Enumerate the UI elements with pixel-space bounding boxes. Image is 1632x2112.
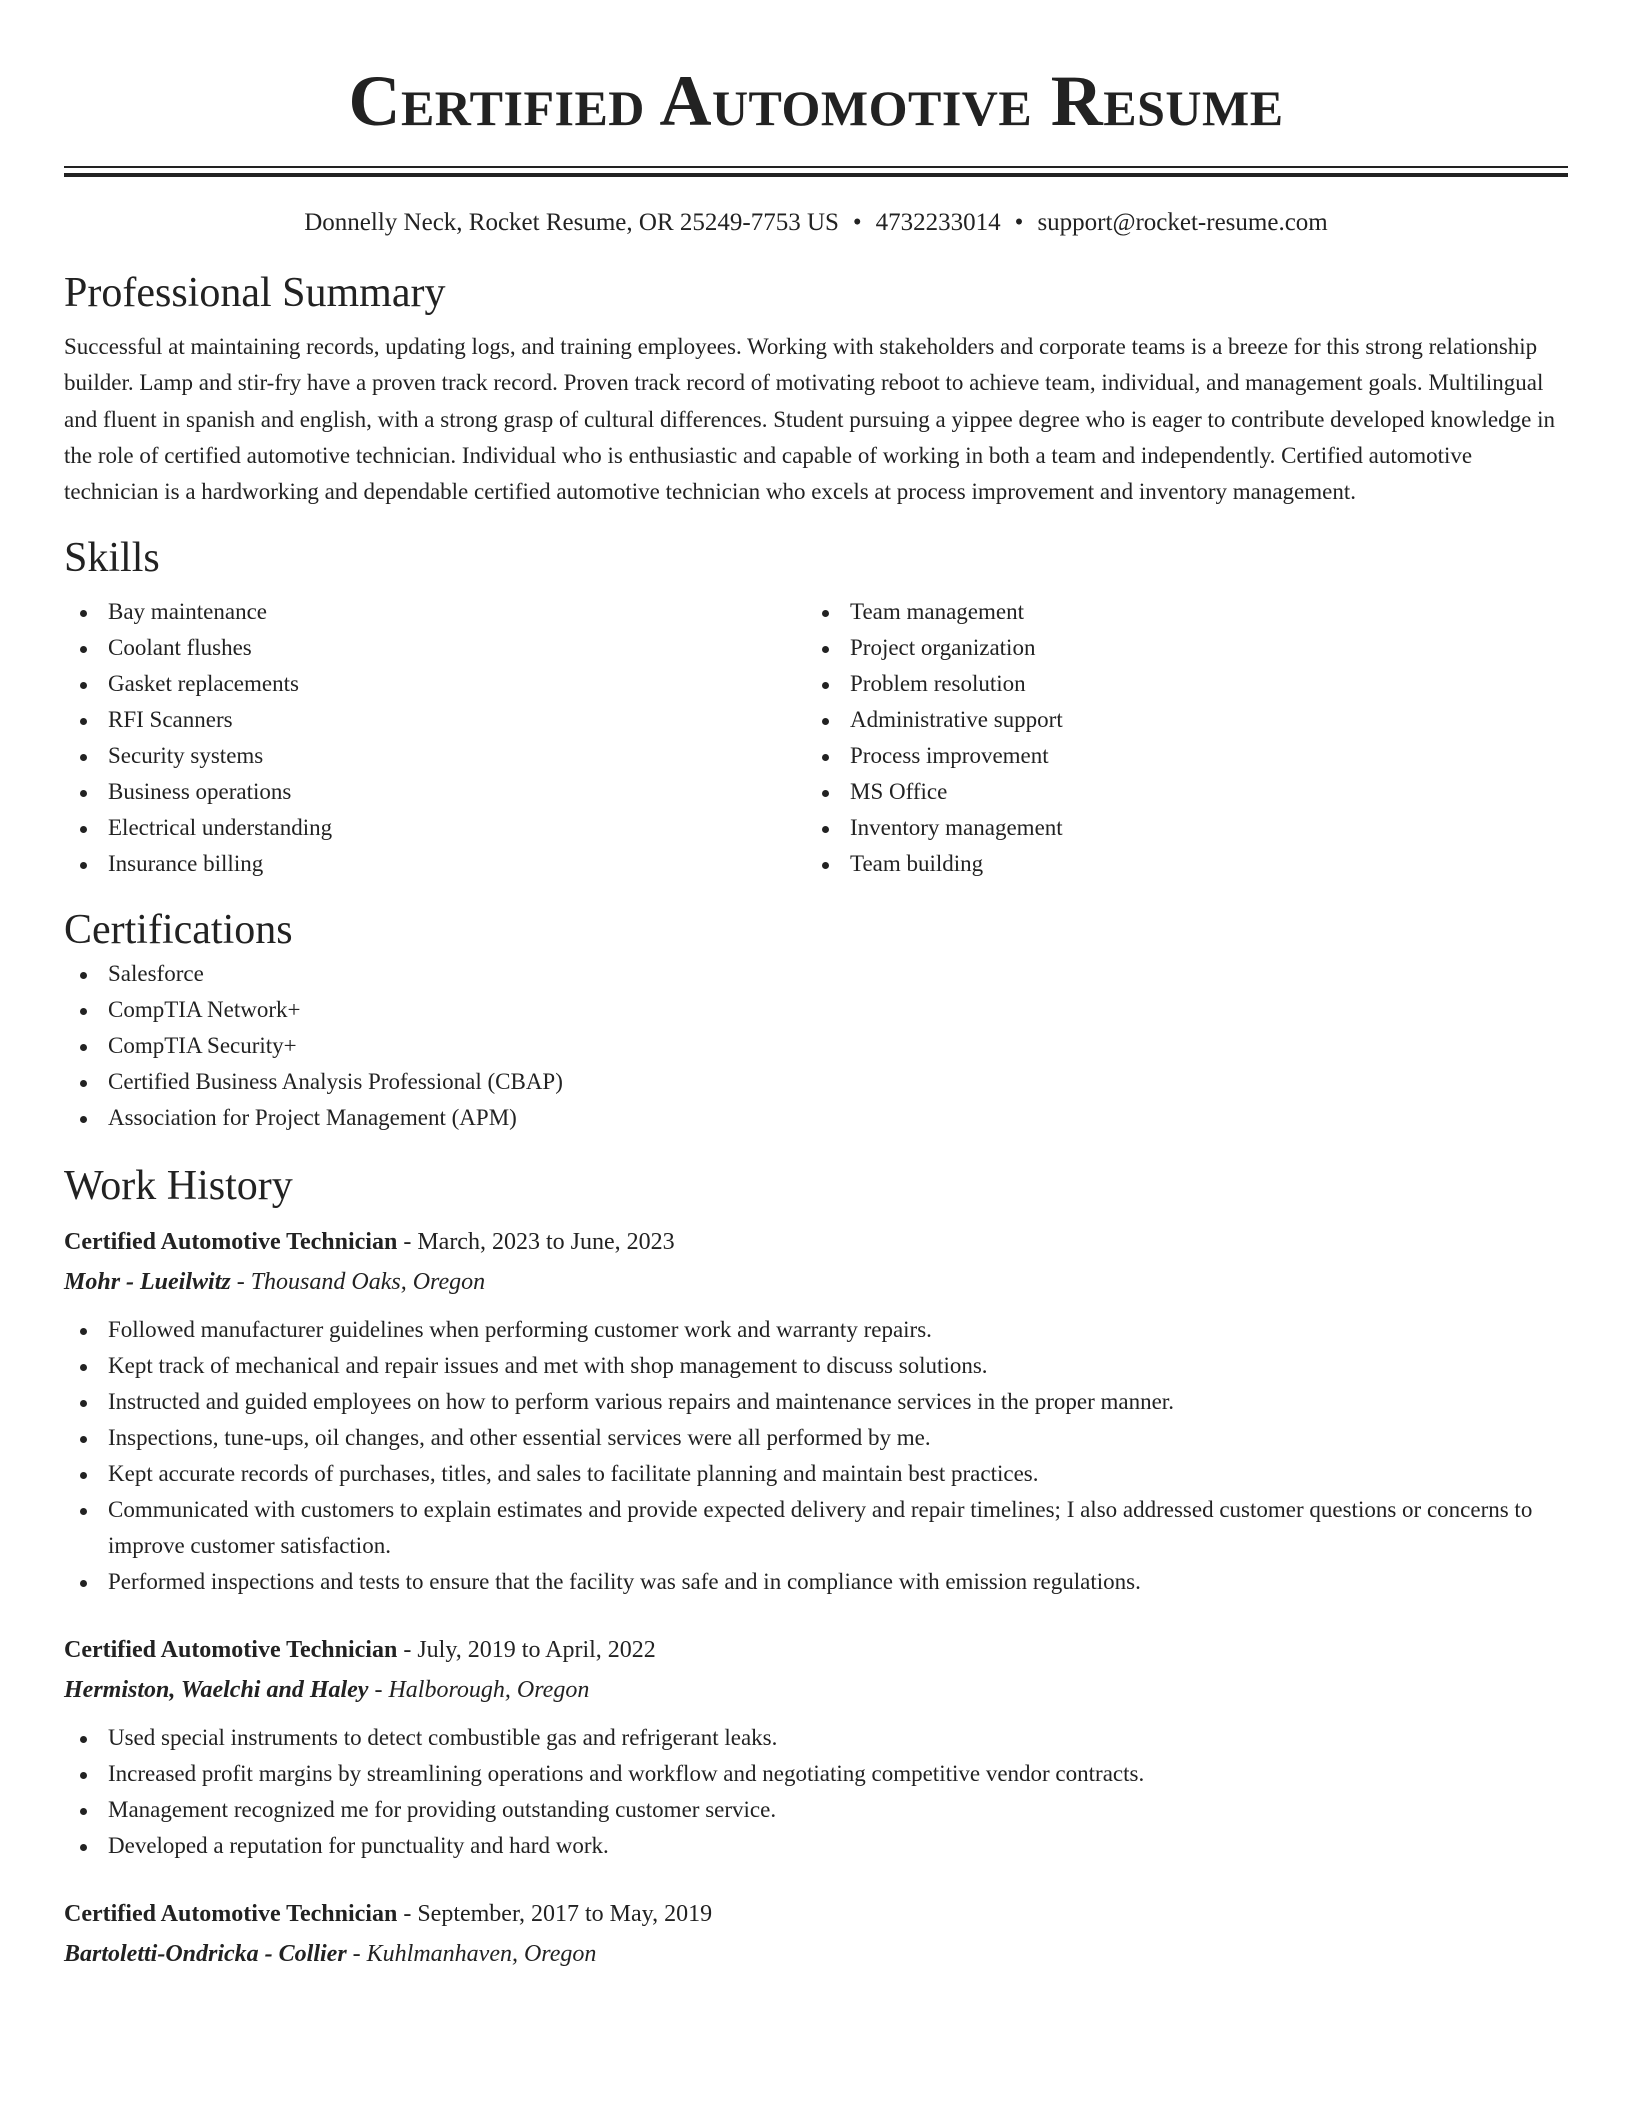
job-dates: - March, 2023 to June, 2023 [397, 1229, 675, 1256]
job-duty-item: Inspections, tune-ups, oil changes, and other essential services were all performed by me. [64, 1420, 1568, 1456]
job-employer-line [64, 1262, 1568, 1302]
skills-column-left [64, 594, 806, 882]
skill-item: MS Office [806, 774, 1548, 810]
skill-item: Security systems [64, 738, 806, 774]
job-title: Certified Automotive Technician [64, 1901, 398, 1928]
job-duty-item: Followed manufacturer guidelines when performing customer work and warranty repairs. [64, 1312, 1568, 1348]
summary-heading: Professional Summary [64, 270, 446, 316]
job-company: Mohr - Lueilwitz [64, 1269, 231, 1296]
certifications-heading: Certifications [64, 907, 293, 954]
job-dates: - September, 2017 to May, 2019 [397, 1901, 713, 1928]
skills-grid [64, 594, 1568, 882]
certification-item: Association for Project Management (APM) [64, 1100, 1568, 1136]
contact-email: support@rocket-resume.com [1037, 209, 1328, 236]
skills-list-right [806, 594, 1548, 882]
job-title: Certified Automotive Technician [64, 1229, 398, 1256]
skill-item: RFI Scanners [64, 702, 806, 738]
job-location: - Thousand Oaks, Oregon [230, 1269, 486, 1296]
contact-line [64, 207, 1568, 239]
skill-item: Team building [806, 846, 1548, 882]
skill-item: Administrative support [806, 702, 1548, 738]
job-dates: - July, 2019 to April, 2022 [397, 1637, 656, 1664]
skills-heading: Skills [64, 535, 160, 582]
contact-address: Donnelly Neck, Rocket Resume, OR 25249-7753 US [304, 209, 839, 236]
job-company: Hermiston, Waelchi and Haley [64, 1677, 369, 1704]
job-location: - Kuhlmanhaven, Oregon [346, 1941, 597, 1968]
job-duty-item: Kept track of mechanical and repair issues and met with shop management to discuss solutions. [64, 1348, 1568, 1384]
contact-phone: 4732233014 [875, 209, 1001, 236]
job-title-line [64, 1630, 1568, 1670]
skill-item: Team management [806, 594, 1548, 630]
job-duty-item: Communicated with customers to explain estimates and provide expected delivery and repair timelines; I also addressed customer questions or concerns to improve customer satisfaction. [64, 1492, 1568, 1564]
job-entry [64, 1222, 1568, 1600]
job-duty-item: Developed a reputation for punctuality and hard work. [64, 1828, 1568, 1864]
job-entry [64, 1894, 1568, 1974]
job-duties-list [64, 1312, 1568, 1600]
skill-item: Inventory management [806, 810, 1548, 846]
skill-item: Problem resolution [806, 666, 1548, 702]
skill-item: Insurance billing [64, 846, 806, 882]
skills-list-left [64, 594, 806, 882]
job-duty-item: Used special instruments to detect combustible gas and refrigerant leaks. [64, 1720, 1568, 1756]
job-duty-item: Increased profit margins by streamlining operations and workflow and negotiating competitive vendor contracts. [64, 1756, 1568, 1792]
contact-separator: • [1014, 209, 1024, 236]
job-title: Certified Automotive Technician [64, 1637, 398, 1664]
skill-item: Process improvement [806, 738, 1548, 774]
job-duty-item: Performed inspections and tests to ensure that the facility was safe and in compliance with emission regulations. [64, 1564, 1568, 1600]
job-title-line [64, 1222, 1568, 1262]
certification-item: Certified Business Analysis Professional (CBAP) [64, 1064, 1568, 1100]
skill-item: Electrical understanding [64, 810, 806, 846]
resume-title: Certified Automotive Resume [348, 61, 1284, 141]
certification-item: CompTIA Network+ [64, 992, 1568, 1028]
title-double-rule [64, 166, 1568, 177]
job-duty-item: Kept accurate records of purchases, titles, and sales to facilitate planning and maintain best practices. [64, 1456, 1568, 1492]
certification-item: CompTIA Security+ [64, 1028, 1568, 1064]
summary-text: Successful at maintaining records, updating logs, and training employees. Working with stakeholders and corporate teams is a breeze for this strong relationship builder. Lamp and stir-fry have a proven track record. Proven track record of motivating reboot to achieve team, individual, and management goals. Multilingual and fluent in spanish and english, with a strong grasp of cultural differences. Student pursuing a yippee degree who is eager to contribute developed knowledge in the role of certified automotive technician. Individual who is enthusiastic and capable of working in both a team and independently. Certified automotive technician is a hardworking and dependable certified automotive technician who excels at process improvement and inventory management. [64, 334, 1555, 505]
certification-item: Salesforce [64, 956, 1568, 992]
job-duty-item: Management recognized me for providing outstanding customer service. [64, 1792, 1568, 1828]
certifications-list [64, 956, 1568, 1136]
contact-separator: • [852, 209, 862, 236]
skill-item: Business operations [64, 774, 806, 810]
skill-item: Coolant flushes [64, 630, 806, 666]
job-duties-list [64, 1720, 1568, 1864]
job-location: - Halborough, Oregon [368, 1677, 590, 1704]
skill-item: Bay maintenance [64, 594, 806, 630]
job-entry [64, 1630, 1568, 1864]
skill-item: Project organization [806, 630, 1548, 666]
work-history-heading: Work History [64, 1163, 293, 1210]
job-employer-line [64, 1934, 1568, 1974]
job-duty-item: Instructed and guided employees on how to perform various repairs and maintenance services in the proper manner. [64, 1384, 1568, 1420]
skill-item: Gasket replacements [64, 666, 806, 702]
skills-column-right [806, 594, 1548, 882]
job-title-line [64, 1894, 1568, 1934]
job-employer-line [64, 1670, 1568, 1710]
job-company: Bartoletti-Ondricka - Collier [64, 1941, 347, 1968]
